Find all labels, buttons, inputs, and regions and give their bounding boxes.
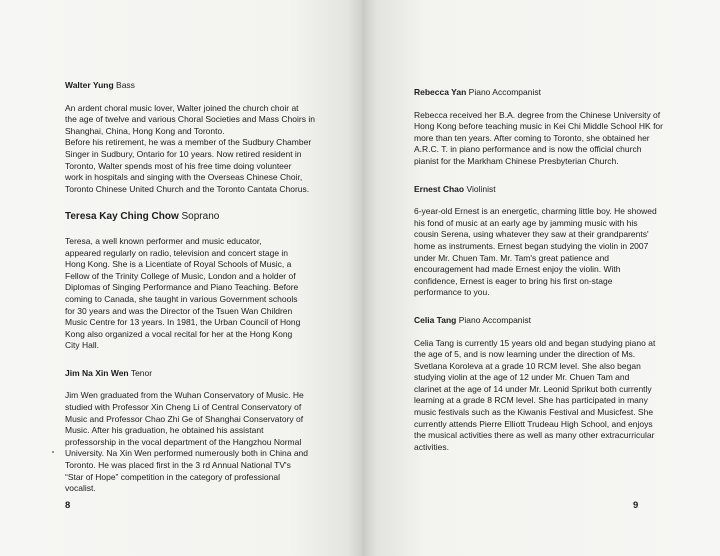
page-number-right: 9 [633,500,639,511]
bio-line: the age of twelve and various Choral Societies and Mass Choirs in [65,114,315,125]
right-page-content [414,87,699,469]
performer-role: Piano Accompanist [468,87,541,97]
bio-line: Toronto, Walter spends most of his free time doing volunteer [65,160,292,171]
bio-line: Rebecca received her B.A. degree from the Chinese University of [414,109,661,120]
performer-name: Jim Na Xin Wen [65,367,129,378]
bio-line: under Mr. Chuen Tam. Mr. Tam's great patience and [414,252,610,263]
performer-name: Rebecca Yan [414,87,467,97]
bio-line: Before his retirement, he was a member of the Sudbury Chamber [65,137,312,148]
bio-line: the age of 5, and is now learning under the direction of Ms. [414,349,636,360]
bio-line: his fond of music at an early age by jamming music with his [414,217,638,228]
bio-text [414,338,699,454]
performer-role: Tenor [130,367,153,378]
bio-line: activities. [414,441,449,452]
bio-line: Teresa, a well known performer and music educator, [65,235,262,246]
bio-header [65,368,340,380]
bio-line: Toronto. He was placed first in the 3 rd Annual National TV's [65,460,291,471]
bio-line: Hong Kong before teaching music in Kei Chi Middle School HK for [414,121,663,132]
bio-line: performance to you. [414,287,490,298]
bio-line: Diplomas of Singing Performance and Piano Teaching. Before [65,282,299,293]
performer-name: Ernest Chao [414,183,465,194]
bio-header [414,315,699,327]
bio-line: clarinet at the age of 14 under Mr. Leonid Sprikut both currently [414,383,652,394]
bio-text [65,103,340,196]
bio-line: Celia Tang is currently 15 years old and began studying piano at [414,337,656,348]
bio-header [414,87,699,99]
performer-name: Teresa Kay Ching Chow [65,211,179,223]
bio-line: coming to Canada, she taught in various Government schools [65,293,298,304]
bio-line: Singer in Sudbury, Ontario for 10 years. Now retired resident in [65,148,302,159]
bio-line: home as instruments. Ernest began studying the violin in 2007 [414,240,649,251]
bio-line: studying violin at the age of 12 under Mr. Chuen Tam and [414,372,630,383]
bio-line: learning at a grade 8 RCM level. She has participated in many [414,395,648,406]
performer-role: Piano Accompanist [458,314,532,325]
print-speck [52,451,54,453]
bio-text [65,390,340,494]
bio-rebecca-yan [414,87,699,168]
bio-line: City Hall. [65,340,100,351]
bio-line: studied with Professor Xin Cheng Li of Central Conservatory of [65,402,302,413]
bio-line: 6-year-old Ernest is an energetic, charming little boy. He showed [414,206,657,217]
bio-text [65,236,340,352]
bio-line: confidence, Ernest is eager to bring his first on-stage [414,275,613,286]
bio-line: vocalist. [65,483,96,494]
bio-line: the musical activities there as well as many other extracurricular [414,430,655,441]
bio-line: encouragement had made Ernest enjoy the violin. With [414,264,621,275]
bio-line: University. Na Xin Wen performed numerously both in China and [65,448,308,459]
bio-line: professorship in the vocal department of the Hangzhou Normal [65,436,302,447]
bio-line: A.R.C. T. in piano performance and is now the official church [414,144,642,155]
performer-role: Bass [116,80,135,90]
bio-line: Hong Kong. She is a Licentiate of Royal Schools of Music, a [65,259,292,270]
bio-line: Fellow of the Trinity College of Music, London and a holder of [65,270,296,281]
bio-header [65,211,340,223]
bio-line: work in hospitals and singing with the Overseas Chinese Choir, [65,172,303,183]
bio-line: for 30 years and was the Director of the Tsuen Wan Children [65,305,293,316]
bio-line: “Star of Hope” competition in the category of professional [65,471,280,482]
bio-line: An ardent choral music lover, Walter joined the church choir at [65,102,299,113]
bio-line: pianist for the Markham Chinese Presbyterian Church. [414,155,619,166]
performer-role: Violinist [466,183,496,194]
bio-text [414,110,699,168]
bio-line: Svetlana Koroleva at a grade 10 RCM level. She also began [414,360,641,371]
bio-line: appeared regularly on radio, television and concert stage in [65,247,289,258]
bio-celia-tang [414,315,699,454]
performer-name: Walter Yung [65,80,114,90]
bio-line: Music and Professor Chao Zhi Ge of Shanghai Conservatory of [65,413,304,424]
bio-line: music festivals such as the Kiwanis Festival and Musicfest. She [414,407,654,418]
bio-line: Jim Wen graduated from the Wuhan Conservatory of Music. He [65,390,304,401]
left-page-content [65,80,340,511]
bio-header [65,80,340,92]
bio-line: Music Centre for 13 years. In 1981, the Urban Council of Hong [65,317,301,328]
bio-text [414,206,699,299]
bio-ernest-chao [414,184,699,299]
bio-line: currently attends Pierre Elliott Trudeau High School, and enjoys [414,418,653,429]
bio-line: more than ten years. After coming to Toronto, she obtained her [414,132,650,143]
bio-line: Music. After his graduation, he obtained his assistant [65,425,264,436]
bio-line: cousin Serena, using whatever they saw at their grandparents' [414,229,649,240]
bio-walter-yung [65,80,340,195]
bio-jim-wen [65,368,340,495]
bio-header [414,184,699,196]
performer-name: Celia Tang [414,314,457,325]
bio-teresa-chow [65,211,340,352]
bio-line: Toronto Chinese United Church and the Toronto Cantata Chorus. [65,183,310,194]
performer-role: Soprano [181,211,220,223]
bio-line: Shanghai, China, Hong Kong and Toronto. [65,125,225,136]
page-number-left: 8 [65,500,71,511]
bio-line: Kong also organized a vocal recital for her at the Hong Kong [65,328,293,339]
